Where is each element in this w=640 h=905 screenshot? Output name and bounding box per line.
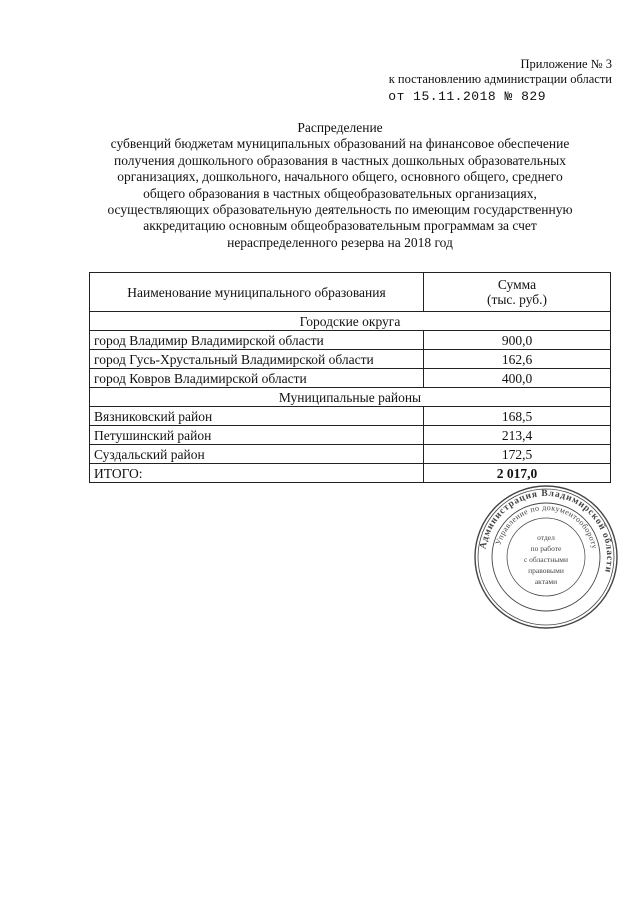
- group-row-municipal-districts: [90, 388, 611, 407]
- title-line: общего образования в частных общеобразовательных организациях,: [143, 185, 537, 201]
- header-sum-unit: (тыс. руб.): [486, 292, 548, 307]
- row-name: Суздальский район: [90, 445, 424, 464]
- row-name: Вязниковский район: [90, 407, 424, 426]
- row-sum: 900,0: [424, 331, 611, 350]
- group-label: Городские округа: [90, 312, 611, 331]
- appendix-number: Приложение № 3: [520, 57, 612, 71]
- row-name: город Владимир Владимирской области: [90, 331, 424, 350]
- stamp-outer-text: Администрация Владимирской области: [478, 488, 615, 574]
- row-name: город Ковров Владимирской области: [90, 369, 424, 388]
- appendix-header: [388, 57, 612, 104]
- official-stamp: [473, 484, 619, 630]
- total-sum: 2 017,0: [424, 464, 611, 483]
- title-line: нераспределенного резерва на 2018 год: [227, 234, 453, 250]
- row-name: Петушинский район: [90, 426, 424, 445]
- stamp-center-line: правовыми: [528, 566, 564, 575]
- title-line: аккредитацию основным общеобразовательным программам за счет: [143, 218, 537, 234]
- table-row: [90, 445, 611, 464]
- resolution-date: от 15.11.2018 № 829: [388, 89, 546, 104]
- table-header-row: [90, 273, 611, 312]
- total-label: ИТОГО:: [90, 464, 424, 483]
- resolution-ref: к постановлению администрации области: [388, 72, 612, 86]
- title-line: получения дошкольного образования в частных дошкольных образовательных: [114, 152, 566, 168]
- total-row: [90, 464, 611, 483]
- row-sum: 172,5: [424, 445, 611, 464]
- stamp-center-line: по работе: [530, 544, 562, 553]
- row-sum: 213,4: [424, 426, 611, 445]
- title-line: субвенций бюджетам муниципальных образований на финансовое обеспечение: [110, 136, 570, 152]
- group-label: Муниципальные районы: [90, 388, 611, 407]
- stamp-center-line: отдел: [537, 533, 555, 542]
- group-row-city-districts: [90, 312, 611, 331]
- header-sum-cell: [424, 273, 611, 312]
- title-heading: Распределение: [297, 120, 383, 135]
- title-line: осуществляющих образовательную деятельность по имеющим государственную: [107, 202, 573, 218]
- row-sum: 162,6: [424, 350, 611, 369]
- row-sum: 168,5: [424, 407, 611, 426]
- table-row: [90, 350, 611, 369]
- stamp-inner-text: Управление по документообороту: [493, 502, 600, 550]
- header-sum-label: Сумма: [497, 277, 537, 292]
- document-title: [70, 120, 610, 251]
- row-sum: 400,0: [424, 369, 611, 388]
- title-line: организациях, дошкольного, начального общего, основного общего, среднего: [117, 169, 563, 185]
- stamp-center-line: актами: [534, 577, 558, 586]
- allocation-table: [89, 272, 611, 483]
- table-row: [90, 407, 611, 426]
- header-name-cell: Наименование муниципального образования: [90, 273, 424, 312]
- table-row: [90, 369, 611, 388]
- table-row: [90, 426, 611, 445]
- stamp-center-line: с областными: [523, 555, 569, 564]
- table-row: [90, 331, 611, 350]
- row-name: город Гусь-Хрустальный Владимирской области: [90, 350, 424, 369]
